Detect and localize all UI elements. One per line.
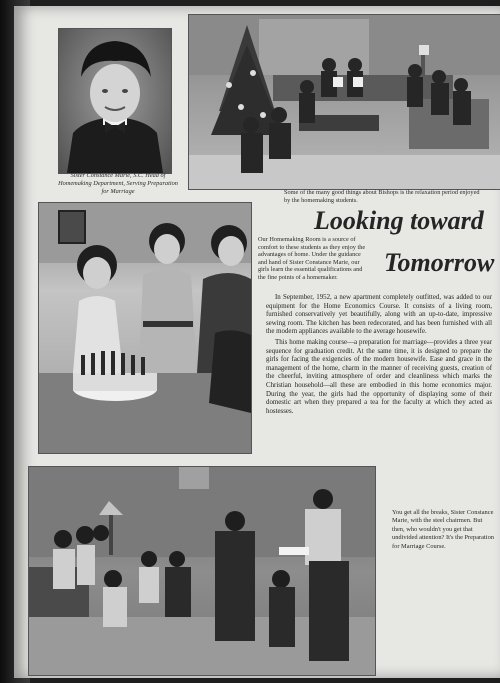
portrait-photo (58, 28, 172, 174)
body-paragraph: This home making course—a preparation for marriage—provides a three year sequence for graduation credit. At the same time, it is designed to prepare the girls for facing the exigencies of the modern housewife. Ease and grace in the management of the home, charm in the manner of receiving guests, creation of the cheerful, inviting atmosphere of order and cleanliness which marks the Christian household—all these are embodied in this home economics major. During the year, the girls had the opportunity of displaying some of their domestic art when they prepared a tea for the faculty at which they acted as hostesses. (266, 338, 492, 415)
portrait-caption: Sister Constance Marie, S.C. Head of Homemaking Department, Serving Preparation for Marriage (58, 172, 178, 196)
article-body (266, 294, 492, 418)
page-heading-line1: Looking toward (314, 206, 484, 235)
top-photo-caption: Some of the many good things about Bishops is the relaxation period enjoyed by the homemaking students. (284, 189, 480, 205)
bottom-photo-caption: You get all the breaks, Sister Constance Marie, with the steel chairmen. But then, who wouldn't you get that undivided attention? It's the Preparation for Marriage Course. (392, 509, 494, 550)
body-paragraph: In September, 1952, a new apartment completely outfitted, was added to our equipment for the Home Economics Course. It consists of a living room, furnished conservatively yet beautifully, along with an up-to-date, impressive sewing room. The kitchen has been redecorated, and has been furnished with all the modern appliances available to the average housewife. (266, 294, 492, 336)
page-heading-line2: Tomorrow (384, 248, 495, 277)
yearbook-page (14, 6, 500, 678)
intro-caption: Our Homemaking Room is a source of comfort to these students as they enjoy the advantages of home. Under the guidance and hand of Sister Constance Marie, our girls learn the essential qualifications and the fine points of a homemaker. (258, 236, 366, 281)
cake-photo (38, 202, 252, 454)
classroom-photo (28, 466, 376, 676)
living-room-photo (188, 14, 500, 190)
